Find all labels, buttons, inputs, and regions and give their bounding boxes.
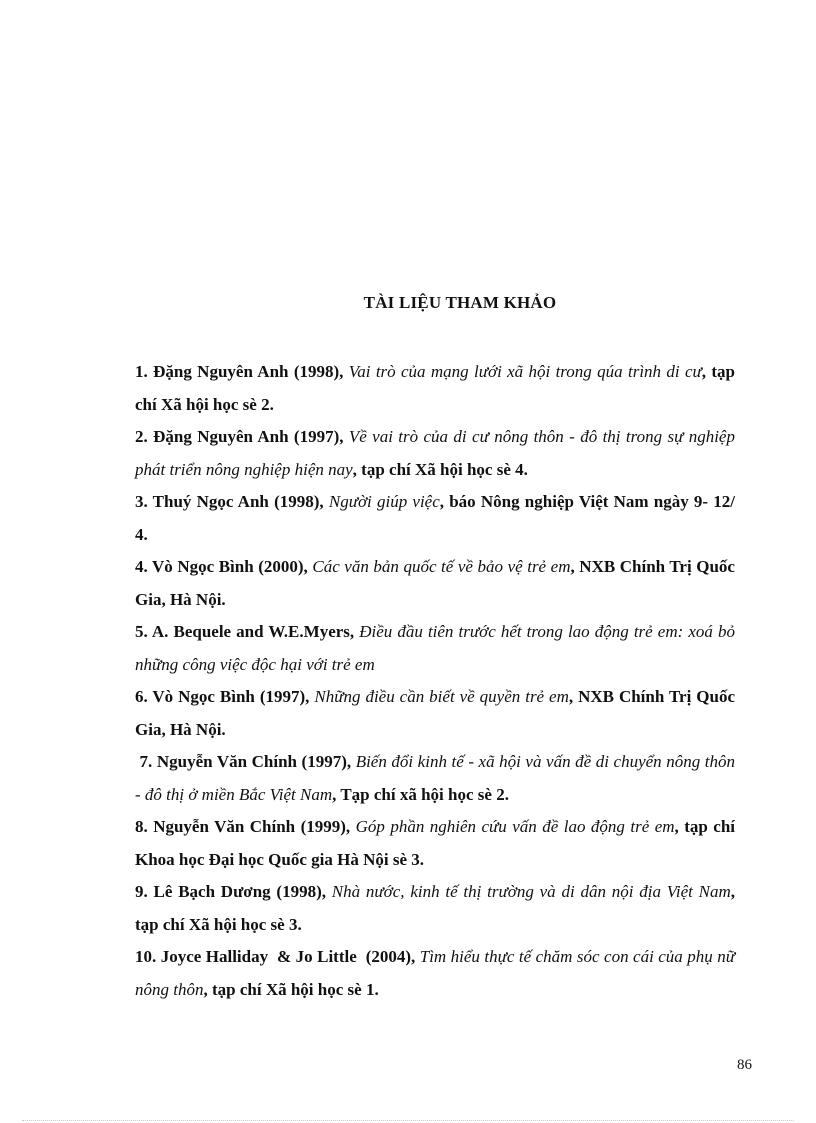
reference-title: Điều đầu tiên trước hết trong lao động trẻ em: xoá bỏ những công việc độc hại với trẻ em: [135, 622, 735, 674]
reference-title: Vai trò của mạng lưới xã hội trong qúa trình di cư: [348, 362, 702, 381]
reference-author-year: 4. Vò Ngọc Bình (2000),: [135, 557, 313, 576]
reference-title: Góp phần nghiên cứu vấn đề lao động trẻ em: [355, 817, 675, 836]
reference-list: [135, 356, 735, 1006]
reference-source: , NXB Chính Trị Quốc Gia, Hà Nội.: [135, 557, 735, 609]
reference-source: , tạp chí Xã hội học sè 3.: [135, 882, 735, 934]
reference-author-year: 7. Nguyễn Văn Chính (1997),: [135, 752, 356, 771]
reference-item: [135, 681, 735, 746]
reference-item: [135, 876, 735, 941]
reference-item: [135, 616, 735, 681]
reference-author-year: 6. Vò Ngọc Bình (1997),: [135, 687, 315, 706]
reference-title: Các văn bản quốc tế về bảo vệ trẻ em: [312, 557, 571, 576]
reference-item: [135, 551, 735, 616]
reference-author-year: 5. A. Bequele and W.E.Myers,: [135, 622, 360, 641]
reference-title: Biến đổi kinh tế - xã hội và vấn đề di chuyển nông thôn - đô thị ở miền Bắc Việt Nam: [135, 752, 735, 804]
reference-author-year: 8. Nguyễn Văn Chính (1999),: [135, 817, 356, 836]
reference-title: Nhà nước, kinh tế thị trường và di dân nội địa Việt Nam: [331, 882, 731, 901]
reference-source: , tạp chí Xã hội học sè 1.: [203, 979, 379, 999]
reference-author-year: 9. Lê Bạch Dương (1998),: [135, 882, 332, 901]
reference-source: , báo Nông nghiệp Việt Nam ngày 9- 12/ 4.: [135, 492, 735, 544]
reference-item: [135, 421, 735, 486]
reference-item: [135, 356, 735, 421]
reference-author-year: 3. Thuý Ngọc Anh (1998),: [135, 492, 329, 511]
reference-title: Những điều cần biết về quyền trẻ em: [314, 687, 569, 706]
reference-source: , tạp chí Khoa học Đại học Quốc gia Hà Nội sè 3.: [135, 817, 736, 869]
page-title: TÀI LIỆU THAM KHẢO: [363, 293, 557, 312]
reference-source: , tạp chí Xã hội học sè 4.: [352, 459, 528, 479]
reference-source: , Tạp chí xã hội học sè 2.: [332, 784, 509, 804]
page-bottom-divider: [22, 1120, 794, 1121]
reference-title: Tìm hiểu thực tế chăm sóc con cái của phụ nữ nông thôn: [135, 947, 735, 999]
page-number: 86: [737, 1057, 752, 1073]
reference-item: [135, 486, 735, 551]
reference-author-year: 2. Đặng Nguyên Anh (1997),: [135, 427, 349, 446]
reference-item: [135, 941, 735, 1006]
reference-source: , NXB Chính Trị Quốc Gia, Hà Nội.: [135, 687, 735, 739]
reference-source: , tạp chí Xã hội học sè 2.: [135, 362, 735, 414]
reference-author-year: 1. Đặng Nguyên Anh (1998),: [135, 362, 349, 381]
reference-title: Về vai trò của di cư nông thôn - đô thị trong sự nghiệp phát triển nông nghiệp hiện nay: [135, 427, 735, 479]
reference-item: [135, 746, 735, 811]
reference-title: Người giúp việc: [328, 492, 440, 511]
reference-author-year: 10. Joyce Halliday & Jo Little (2004),: [135, 947, 420, 966]
reference-item: [135, 811, 735, 876]
